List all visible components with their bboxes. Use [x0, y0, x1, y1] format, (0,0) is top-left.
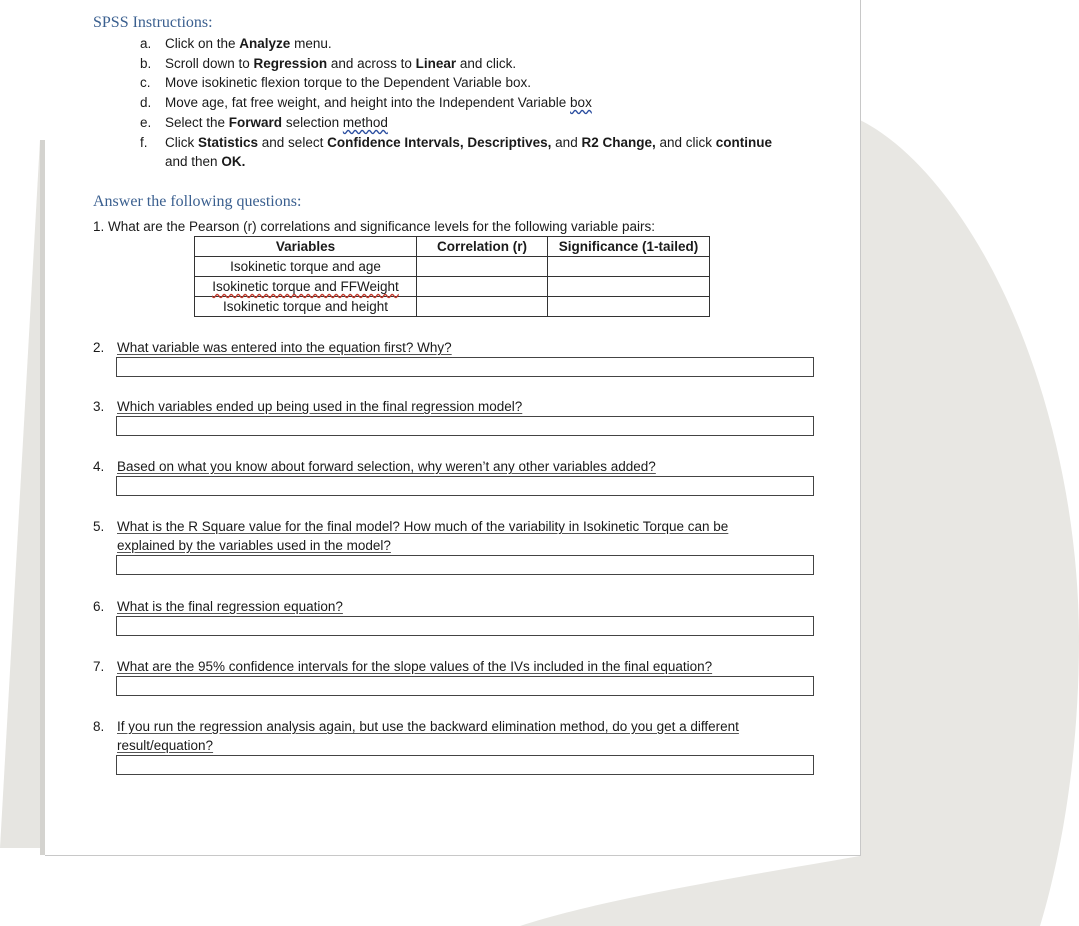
step-text: OK.	[221, 154, 246, 169]
question-text: Which variables ended up being used in the final regression model?	[117, 399, 523, 414]
row-variable-label: Isokinetic torque and height	[195, 297, 417, 317]
step-letter: b.	[140, 56, 152, 71]
step-text: Confidence Intervals, Descriptives,	[327, 135, 552, 150]
correlation-cell[interactable]	[417, 277, 548, 297]
question-number: 7.	[93, 659, 105, 674]
question-4	[93, 457, 656, 476]
step-text: Move age, fat free weight, and height into the Independent Variable	[165, 95, 571, 110]
step-letter: d.	[140, 95, 152, 110]
instruction-step	[140, 55, 516, 72]
instruction-step	[140, 153, 245, 170]
question-6	[93, 597, 343, 616]
header-significance: Significance (1-tailed)	[548, 237, 710, 257]
question-number: 4.	[93, 459, 105, 474]
correlation-cell[interactable]	[417, 297, 548, 317]
correlation-table	[194, 236, 710, 317]
step-text: Click	[165, 135, 198, 150]
question-line	[93, 536, 728, 555]
header-correlation: Correlation (r)	[417, 237, 548, 257]
instruction-step	[140, 35, 332, 52]
question-line	[93, 397, 522, 416]
significance-cell[interactable]	[548, 277, 710, 297]
step-text: and then	[165, 154, 222, 169]
table-row	[195, 297, 710, 317]
answer-box[interactable]	[116, 416, 814, 436]
question-8	[93, 717, 739, 755]
row-variable-label: Isokinetic torque and age	[195, 257, 417, 277]
question-1: 1. What are the Pearson (r) correlations and significance levels for the following variable pairs:	[93, 219, 656, 234]
question-line	[93, 717, 739, 736]
step-text: Move isokinetic flexion torque to the Dependent Variable box.	[165, 75, 531, 90]
step-text: and across to	[327, 56, 416, 71]
answer-box[interactable]	[116, 357, 814, 377]
table-header-row	[195, 237, 710, 257]
question-number: 5.	[93, 519, 105, 534]
question-line	[93, 597, 343, 616]
instruction-step	[140, 74, 531, 91]
question-number: 6.	[93, 599, 105, 614]
table-row	[195, 277, 710, 297]
step-letter: c.	[140, 75, 151, 90]
question-line	[93, 517, 728, 536]
question-number: 2.	[93, 340, 105, 355]
step-text: and click	[655, 135, 716, 150]
step-text: Click on the	[165, 36, 240, 51]
instruction-step	[140, 114, 388, 131]
step-text: selection	[282, 115, 343, 130]
step-text: method	[342, 115, 388, 130]
row-variable-label	[195, 277, 417, 297]
row-variable-text: Isokinetic torque and FFWeight	[212, 279, 399, 294]
significance-cell[interactable]	[548, 297, 710, 317]
question-text: If you run the regression analysis again, but use the backward elimination method, do you get a different	[117, 719, 739, 734]
answer-box[interactable]	[116, 616, 814, 636]
step-text: menu.	[290, 36, 332, 51]
answer-box[interactable]	[116, 555, 814, 575]
question-text: What are the 95% confidence intervals for the slope values of the IVs included in the final equation?	[117, 659, 713, 674]
question-text: What is the R Square value for the final model? How much of the variability in Isokinetic Torque can be	[117, 519, 729, 534]
question-number: 3.	[93, 399, 105, 414]
spss-heading: SPSS Instructions:	[93, 14, 213, 31]
question-7	[93, 657, 712, 676]
question-line	[93, 457, 656, 476]
question-2	[93, 338, 452, 357]
step-text: and	[551, 135, 582, 150]
question-line	[93, 657, 712, 676]
step-text: Analyze	[239, 36, 291, 51]
step-text: Linear	[415, 56, 457, 71]
question-5	[93, 517, 728, 555]
question-text: Based on what you know about forward selection, why weren’t any other variables added?	[117, 459, 656, 474]
question-text: explained by the variables used in the model?	[117, 538, 391, 553]
question-text: What is the final regression equation?	[117, 599, 343, 614]
question-text: What variable was entered into the equation first? Why?	[117, 340, 452, 355]
answer-box[interactable]	[116, 755, 814, 775]
instruction-step	[140, 134, 772, 151]
step-text: continue	[715, 135, 772, 150]
answer-box[interactable]	[116, 476, 814, 496]
answer-box[interactable]	[116, 676, 814, 696]
step-text: box	[570, 95, 592, 110]
question-number: 8.	[93, 719, 105, 734]
question-3	[93, 397, 522, 416]
answer-heading: Answer the following questions:	[93, 193, 302, 210]
step-letter: f.	[140, 135, 148, 150]
instruction-step	[140, 94, 592, 111]
question-line	[93, 736, 739, 755]
step-text: Scroll down to	[165, 56, 254, 71]
step-text: and click.	[456, 56, 517, 71]
step-text: Forward	[228, 115, 283, 130]
question-line	[93, 338, 452, 357]
header-variables: Variables	[195, 237, 417, 257]
step-text: Statistics	[198, 135, 259, 150]
correlation-cell[interactable]	[417, 257, 548, 277]
table-row	[195, 257, 710, 277]
step-text: Select the	[165, 115, 229, 130]
significance-cell[interactable]	[548, 257, 710, 277]
step-text: R2 Change,	[581, 135, 656, 150]
question-text: result/equation?	[117, 738, 214, 753]
step-letter: a.	[140, 36, 152, 51]
step-text: and select	[258, 135, 328, 150]
step-text: Regression	[253, 56, 328, 71]
step-letter: e.	[140, 115, 152, 130]
